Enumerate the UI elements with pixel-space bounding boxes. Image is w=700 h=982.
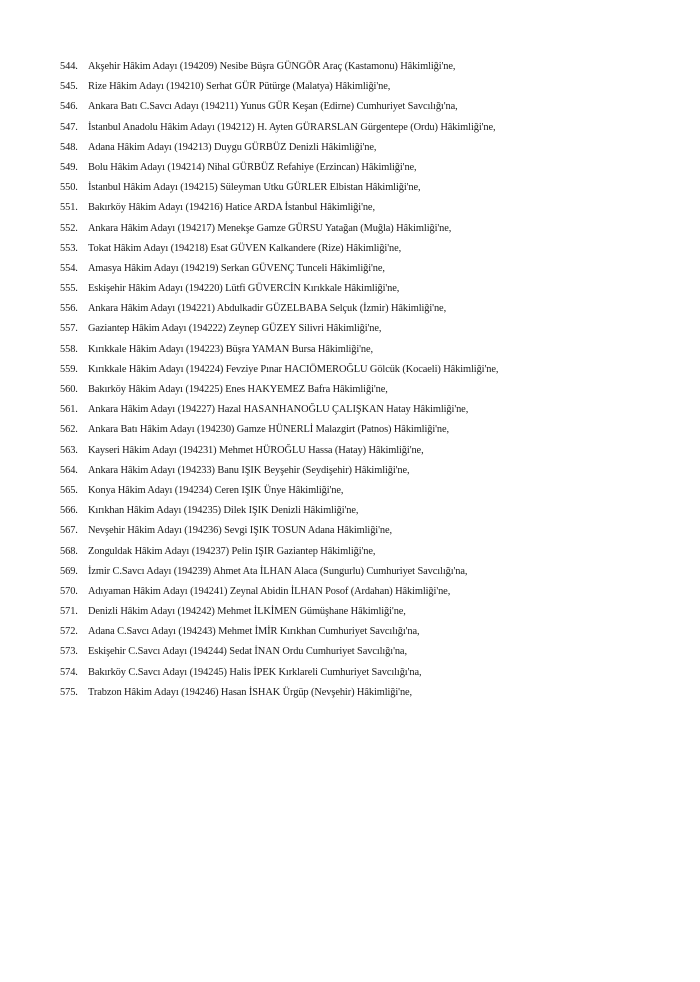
entry-number: 546. [60,101,78,113]
entry-text: Gaziantep Hâkim Adayı (194222) Zeynep GÜZEY Silivri Hâkimliği'ne, [88,323,382,335]
list-item [60,178,680,198]
entry-number: 561. [60,404,78,416]
entry-text: İstanbul Anadolu Hâkim Adayı (194212) H. Ayten GÜRARSLAN Gürgentepe (Ordu) Hâkimliği'ne, [88,121,496,133]
entry-text: Ankara Hâkim Adayı (194227) Hazal HASANHANOĞLU ÇALIŞKAN Hatay Hâkimliği'ne, [88,404,469,416]
entry-number: 557. [60,323,78,335]
entry-text: Ankara Batı Hâkim Adayı (194230) Gamze HÜNERLİ Malazgirt (Patnos) Hâkimliği'ne, [88,424,450,436]
entry-text: İstanbul Hâkim Adayı (194215) Süleyman Utku GÜRLER Elbistan Hâkimliği'ne, [88,182,421,194]
list-item [60,57,680,77]
list-item [60,219,680,239]
list-item [60,97,680,117]
list-item [60,441,680,461]
entry-number: 570. [60,585,78,597]
entry-text: İzmir C.Savcı Adayı (194239) Ahmet Ata İLHAN Alaca (Sungurlu) Cumhuriyet Savcılığı'na, [88,565,468,577]
entry-number: 572. [60,626,78,638]
list-item [60,239,680,259]
list-item [60,198,680,218]
list-item [60,521,680,541]
list-item [60,602,680,622]
list-item [60,259,680,279]
entry-text: Ankara Hâkim Adayı (194217) Menekşe Gamze GÜRSU Yatağan (Muğla) Hâkimliği'ne, [88,222,452,234]
entry-number: 564. [60,464,78,476]
list-item [60,118,680,138]
list-item [60,683,680,703]
appointment-list [60,57,680,703]
entry-number: 575. [60,686,78,698]
list-item [60,542,680,562]
entry-number: 556. [60,303,78,315]
entry-number: 552. [60,222,78,234]
entry-number: 563. [60,444,78,456]
entry-text: Rize Hâkim Adayı (194210) Serhat GÜR Pütürge (Malatya) Hâkimliği'ne, [88,81,391,93]
entry-number: 567. [60,525,78,537]
list-item [60,138,680,158]
list-item [60,279,680,299]
entry-number: 551. [60,202,78,214]
entry-text: Adana C.Savcı Adayı (194243) Mehmet İMİR Kırıkhan Cumhuriyet Savcılığı'na, [88,626,420,638]
entry-number: 555. [60,283,78,295]
list-item [60,380,680,400]
entry-text: Kırıkkale Hâkim Adayı (194224) Fevziye Pınar HACIÖMEROĞLU Gölcük (Kocaeli) Hâkimliği'ne, [88,363,499,375]
entry-number: 558. [60,343,78,355]
entry-text: Adıyaman Hâkim Adayı (194241) Zeynal Abidin İLHAN Posof (Ardahan) Hâkimliği'ne, [88,585,451,597]
entry-text: Kırıkhan Hâkim Adayı (194235) Dilek IŞIK Denizli Hâkimliği'ne, [88,505,359,517]
entry-number: 571. [60,606,78,618]
list-item [60,420,680,440]
entry-number: 568. [60,545,78,557]
entry-text: Konya Hâkim Adayı (194234) Ceren IŞIK Ünye Hâkimliği'ne, [88,484,344,496]
entry-number: 565. [60,484,78,496]
entry-number: 560. [60,384,78,395]
entry-text: Tokat Hâkim Adayı (194218) Esat GÜVEN Kalkandere (Rize) Hâkimliği'ne, [88,242,402,254]
list-item [60,400,680,420]
list-item [60,461,680,481]
list-item [60,77,680,97]
entry-number: 573. [60,646,78,658]
entry-text: Denizli Hâkim Adayı (194242) Mehmet İLKİMEN Gümüşhane Hâkimliği'ne, [88,606,406,618]
entry-text: Kayseri Hâkim Adayı (194231) Mehmet HÜROĞLU Hassa (Hatay) Hâkimliği'ne, [88,444,424,456]
entry-number: 553. [60,242,78,254]
entry-text: Amasya Hâkim Adayı (194219) Serkan GÜVENÇ Tunceli Hâkimliği'ne, [88,262,385,274]
entry-number: 550. [60,182,78,194]
list-item [60,481,680,501]
list-item [60,562,680,582]
entry-text: Bakırköy Hâkim Adayı (194225) Enes HAKYEMEZ Bafra Hâkimliği'ne, [88,384,388,395]
entry-number: 569. [60,565,78,577]
list-item [60,340,680,360]
entry-text: Eskişehir C.Savcı Adayı (194244) Sedat İNAN Ordu Cumhuriyet Savcılığı'na, [88,646,407,658]
entry-text: Bakırköy C.Savcı Adayı (194245) Halis İPEK Kırklareli Cumhuriyet Savcılığı'na, [88,666,422,678]
entry-text: Bolu Hâkim Adayı (194214) Nihal GÜRBÜZ Refahiye (Erzincan) Hâkimliği'ne, [88,161,417,173]
list-item [60,501,680,521]
list-item [60,642,680,662]
list-item [60,299,680,319]
entry-text: Adana Hâkim Adayı (194213) Duygu GÜRBÜZ Denizli Hâkimliği'ne, [88,141,377,153]
list-item [60,582,680,602]
list-item [60,319,680,339]
entry-text: Kırıkkale Hâkim Adayı (194223) Büşra YAMAN Bursa Hâkimliği'ne, [88,343,374,355]
entry-text: Bakırköy Hâkim Adayı (194216) Hatice ARDA İstanbul Hâkimliği'ne, [88,202,375,214]
list-item [60,158,680,178]
list-item [60,663,680,683]
entry-number: 559. [60,363,78,375]
entry-number: 566. [60,505,78,517]
entry-text: Ankara Hâkim Adayı (194221) Abdulkadir GÜZELBABA Selçuk (İzmir) Hâkimliği'ne, [88,303,447,315]
list-item [60,622,680,642]
entry-text: Akşehir Hâkim Adayı (194209) Nesibe Büşra GÜNGÖR Araç (Kastamonu) Hâkimliği'ne, [88,61,456,72]
entry-number: 562. [60,424,78,436]
list-item [60,360,680,380]
entry-number: 545. [60,81,78,93]
entry-number: 554. [60,262,78,274]
entry-number: 548. [60,141,78,153]
entry-number: 549. [60,161,78,173]
entry-text: Trabzon Hâkim Adayı (194246) Hasan İSHAK Ürgüp (Nevşehir) Hâkimliği'ne, [88,686,413,698]
entry-text: Zonguldak Hâkim Adayı (194237) Pelin IŞIR Gaziantep Hâkimliği'ne, [88,545,376,557]
entry-text: Nevşehir Hâkim Adayı (194236) Sevgi IŞIK TOSUN Adana Hâkimliği'ne, [88,525,392,537]
entry-text: Eskişehir Hâkim Adayı (194220) Lütfi GÜVERCİN Kırıkkale Hâkimliği'ne, [88,283,400,295]
entry-text: Ankara Hâkim Adayı (194233) Banu IŞIK Beyşehir (Seydişehir) Hâkimliği'ne, [88,464,410,476]
entry-number: 547. [60,121,78,133]
entry-number: 574. [60,666,78,678]
entry-text: Ankara Batı C.Savcı Adayı (194211) Yunus GÜR Keşan (Edirne) Cumhuriyet Savcılığı'na, [88,101,458,113]
entry-number: 544. [60,61,78,72]
